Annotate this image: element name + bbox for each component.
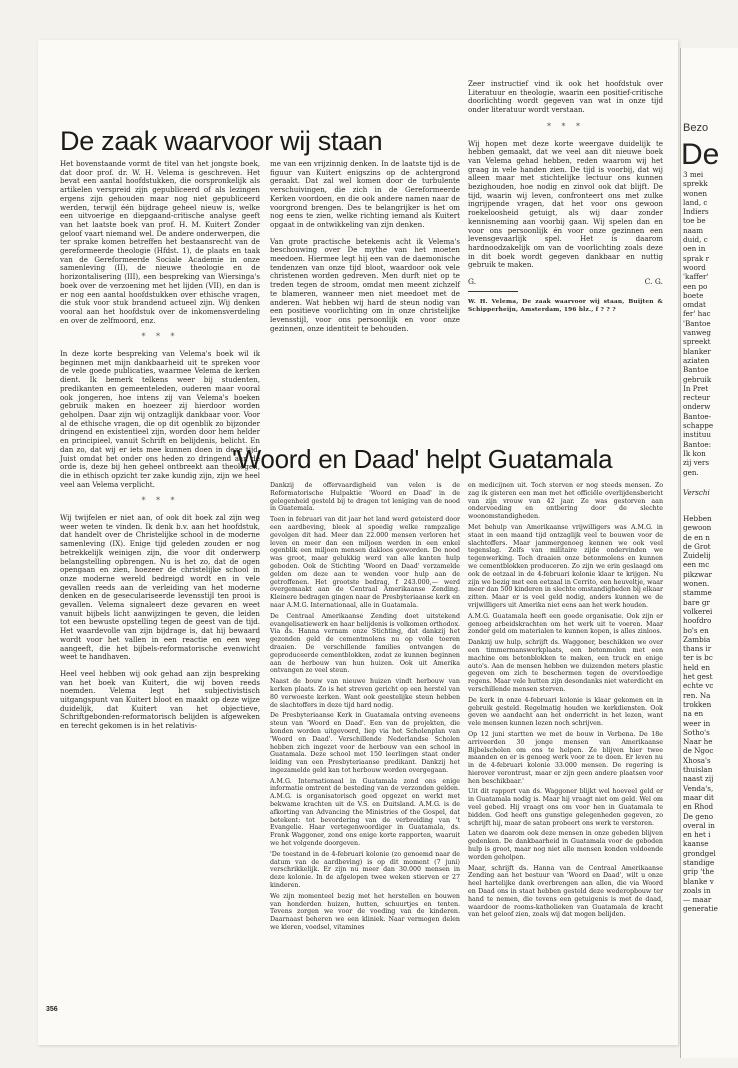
paragraph: Wij twijfelen er niet aan, of ook dit boek zal zijn weg weer weten te vinden. Ik denk b.v. aan het hoofdstuk, dat handelt over de Christelijke school in de moderne samenleving (IX). Enige tijd geleden zouden er nog betrekkelijk weinigen zijn, die voor dit onderwerp belangstelling opbrengen. Nu is het zo, dat de ogen opengaan en zien, hoezeer de christelijke school in onze moderne wereld bedreigd wordt en in vele gevallen reeds aan de verleiding van het moderne denken en de geseculariseerde levensstijl ten prooi is gevallen. Velema signaleert deze gevaren en weet vanuit bijbels licht aanwijzingen te geven, die leiden tot een bewuste opstelling tegen de geest van de tijd. Het waardevolle van zijn bijdrage is, dat hij bewaard wordt voor het vallen in een reactie en een weg aangeeft, die het bijbels-reformatorische evenwicht weet te handhaven. <box>60 513 260 662</box>
magazine-page <box>38 40 678 1045</box>
next-page-line: Bantoe- <box>683 411 712 421</box>
divider <box>468 291 518 292</box>
paragraph: Toen in februari van dit jaar het land werd geteisterd door een aardbeving, bleek al spoedig welke rampzalige gevolgen dit had. Meer dan 22.000 mensen verloren het leven en meer dan een miljoen werden in een enkel ogenblik een miljoen mensen dakloos geworden. De nood was groot, maar gelukkig werd van alle kanten hulp geboden. Ook de Stichting 'Woord en Daad' verzamelde gelden om deze aan te wenden voor hulp aan de getroffenen. Het grootste bedrag, f 243.000,— werd overgemaakt aan de Centraal Amerikaanse Zending. Kleinere bedragen gingen naar de Presbyteriaanse kerk en naar A.M.G. Internationaal, alle in Guatamala. <box>270 516 460 609</box>
paragraph: Met behulp van Amerikaanse vrijwilligers was A.M.G. in staat in een maand tijd ontzaglijk veel te bouwen voor de slachtoffers. Maar jammergenoeg kennen we ook veel tegenslag. Zelfs van militaire zijde ondervinden we tegenwerking. Toch draaien onze betonmolens en kunnen we cementblokken produceren. Zo zijn we erin geslaagd om ook de eetzaal in de 4-februari kolonie klaar te krijgen. Nu zijn we bezig met een eetzaal in Cerrito, een heuveltje, waar meer dan 500 kinderen in slechte omstandigheden bij elkaar zitten. Maar er is veel geld nodig, anders kunnen we de vrijwilligers uit Amerika niet eens aan het werk houden. <box>468 523 663 609</box>
next-page-edge <box>680 48 738 1058</box>
next-page-line: Indiers <box>683 207 709 217</box>
next-page-line: Bantoe <box>683 365 709 375</box>
paragraph: De Centraal Amerikaanse Zending doet uitstekend evangelisatiewerk en haar belijdenis is volkomen orthodox. Via ds. Hanna vernam onze Stichting, dat dankzij het gezonden geld de cementmolens nu op volle toeren draaien. De verschillende families ontvangen de geproduceerde cementblokken, zodat ze kunnen beginnen aan de herbouw van hun huizen. Ook uit Amerika ontvangen ze veel steun. <box>270 612 460 675</box>
next-page-line: spreekt <box>683 337 711 347</box>
signature <box>468 278 663 287</box>
next-page-line: instituu <box>683 430 711 440</box>
next-page-line: een mc <box>683 560 710 570</box>
paragraph: Laten we daarom ook deze mensen in onze gebeden blijven gedenken. De dankbaarheid in Guatamala voor de geboden hulp is groot, maar nog niet alle mensen konden voldoende worden geholpen. <box>468 830 663 861</box>
next-page-line: zij vers <box>683 458 710 468</box>
article-2-title: 'Woord en Daad' helpt Guatamala <box>232 444 613 474</box>
section-separator: * * * <box>546 121 585 131</box>
next-page-line: stamme <box>683 588 712 598</box>
article-title: De zaak waarvoor wij staan <box>60 126 383 156</box>
paragraph: Heel veel hebben wij ook gehad aan zijn bespreking van het boek van Kuitert, die wij boven reeds noemden. Velema legt het subjectivistisch uitgangspunt van Kuitert bloot en maakt op deze wijze duidelijk, dat Kuitert van het objectieve, Schriftgebonden-reformatorisch belijden is afgeweken en terecht gekomen is in het relativis- <box>60 668 260 731</box>
next-page-line: Ik kon <box>683 448 706 458</box>
next-page-line: aziaten <box>683 355 710 365</box>
next-page-header: Bezo <box>683 122 709 134</box>
next-page-line: zoals in <box>683 885 711 895</box>
next-page-line: Venda's, <box>683 783 714 793</box>
next-page-line: hoofdro <box>683 616 712 626</box>
paragraph: Zeer instructief vind ik ook het hoofdstuk over Literatuur en theologie, waarin een positief-critische doorlichting wordt gegeven van wat in onze tijd onder literatuur wordt verstaan. <box>468 79 663 115</box>
next-page-line: Naar he <box>683 737 713 747</box>
next-page-line: echte vc <box>683 681 714 691</box>
next-page-line: duid, c <box>683 235 708 245</box>
next-page-text-2 <box>683 514 738 914</box>
next-page-line: land, c <box>683 197 708 207</box>
next-page-line: de en n <box>683 532 710 542</box>
section-separator: * * * <box>141 496 179 506</box>
next-page-line: 3 mei <box>683 170 704 179</box>
paragraph: Wij hopen met deze korte weergave duidelijk te hebben gemaakt, dat we veel aan dit nieuwe boek van Velema gehad hebben, reden waarom wij het graag in vele handen zien. De tijd is voorbij, dat wij alleen maar met stichtelijke lectuur ons kunnen bezighouden, hoe nodig en zinvol ook dat blijft. De tijd, waarin wij leven, confronteert ons met zulke ingrijpende vragen, dat het voor ons gewoon roekeloosheid getuigt, als wij daar zonder kennisneming aan voorbij gaan. Wij spelen dan en voor ons persoonlijk én voor onze gezinnen een levensgevaarlijk spel. Het is daarom hardnoodzakelijk om van de voorlichting zoals deze in dit boek wordt gegeven dankbaar en nuttig gebruik te maken. <box>468 138 663 270</box>
paragraph: Uit dit rapport van ds. Waggoner blijkt wel hoeveel geld er in Guatamala nodig is. Maar hij vraagt niet om geld. Wel om veel gebed. Hij vraagt ons om voor hen in Guatamala te bidden. God heeft ons gunstige gelegenheden gegeven, zo schrijft hij, maar de satan probeert ons werk te verstoren. <box>468 788 663 827</box>
next-page-line: sprak r <box>683 253 710 263</box>
next-page-line: gewoon <box>683 523 712 533</box>
next-page-line: maar dit <box>683 792 714 802</box>
next-page-subheading: Verschi <box>683 488 710 497</box>
next-page-line: pikzwar <box>683 569 712 579</box>
next-page-line: naast zij <box>683 774 714 784</box>
next-page-line: naam <box>683 225 704 235</box>
next-page-line: sprekk <box>683 179 708 189</box>
next-page-line: het gest <box>683 672 713 682</box>
next-page-line: gen. <box>683 467 699 477</box>
article-column-3 <box>468 80 663 314</box>
next-page-line: 'Bantoe <box>683 318 711 328</box>
paragraph: De Presbyteriaanse Kerk in Guatamala ontving eveneens steun van 'Woord en Daad'. Een van de projekten, die konden worden uitgevoerd, liep via het Scholenplan van 'Woord en Daad'. Verschillende Nederlandse Scholen hebben zich ingezet voor de herbouw van een school in Guatamala. Deze school met 150 leerlingen staat onder leiding van een Presbyteriaanse predikant. Dankzij het ingezamelde geld kan tot herbouw worden overgegaan. <box>270 712 460 774</box>
paragraph: A.M.G. Internationaal in Guatamala zond ons enige informatie omtrent de besteding van de verzonden gelden. A.M.G. is organisatorisch goed opgezet en werkt met bekwame krachten uit de V.S. en Duitsland. A.M.G. is de afkorting van Advancing the Ministries of the Gospel, dat betekent: tot bevordering van de verbreiding van 't Evangelie. Haar vertegenwoordiger in Guatamala, ds. Frank Waggoner, zond ons enige korte rapporten, waaruit we het volgende doorgeven. <box>270 777 460 848</box>
next-page-line: held en <box>683 662 710 672</box>
next-page-line: vanweg <box>683 328 711 338</box>
paragraph: 'De toestand in de 4-februari kolonie (zo genoemd naar de datum van de aardbeving) is op dit moment (7 juni) verschrikkelijk. Er zijn nu meer dan 30.000 mensen in deze kolonie. In de afgelopen twee weken stierven er 27 kinderen. <box>270 850 460 890</box>
next-page-line: woord <box>683 262 706 272</box>
next-page-line: gebruik <box>683 374 712 384</box>
next-page-line: overal in <box>683 820 715 830</box>
page-number: 356 <box>46 1006 58 1013</box>
next-page-line: thans ir <box>683 644 712 654</box>
next-page-line: toe be <box>683 216 706 226</box>
next-page-line: Bantoe: <box>683 439 712 449</box>
signature-right: C. G. <box>644 277 663 287</box>
next-page-line: Xhosa's <box>683 755 711 765</box>
paragraph: Van grote practische betekenis acht ik Velema's beschouwing over De mythe van het moeten meedoen. Hiermee legt hij een van de daemonische tendenzen van onze tijd bloot, waardoor ook vele christenen worden gedreven. Men durft niet op te treden tegen de stroom, omdat men meent zichzelf te blameren, wanneer men niet meedoet met de anderen. Wat hebben wij hard de steun nodig van een positieve voorlichting om in onze christelijke levensstijl, voor ons persoonlijk en voor onze gezinnen, onze identiteit te behouden. <box>270 236 460 333</box>
next-page-line: de Grot <box>683 541 711 551</box>
signature-left: G. <box>468 277 477 287</box>
article-2-column-a <box>270 482 460 935</box>
next-page-line: Sotho's <box>683 727 710 737</box>
next-page-line: grondgel <box>683 848 716 858</box>
next-page-line: In Pret <box>683 383 709 393</box>
paragraph: Het bovenstaande vormt de titel van het jongste boek, dat door prof. dr. W. H. Velema is geschreven. Het bevat een aantal hoofdstukken, die oorspronkelijk als artikelen verspreid zijn gepubliceerd of als lezingen ergens zijn gehouden maar nog niet gepubliceerd werden, terwijl één bijdrage geheel nieuw is, welke een uitvoerige en diepgaand-critische analyse geeft van het laatste boek van prof. H. M. Kuitert Zonder geloof vaart niemand wel. De andere onderwerpen, die ter sprake komen betreffen het bestaansrecht van de gereformeerde theologie (Hfdst. 1), de plaats en taak van de Gereformeerde Sociale Academie in onze samenleving (II), de nieuwe theologie en de horizontalisering (III), een bespreking van Wiersinga's boek over de verzoening met het lijden (VII), en dan is er nog een aantal hoofdstukken over ethische vragen, die stuk voor stuk brandend actueel zijn. Wij denken vooral aan het hoofdstuk over de inkomensverdeling en over de zelfmoord, enz. <box>60 159 260 325</box>
next-page-line: thuislan <box>683 765 713 775</box>
next-page-line: en Rhod <box>683 802 714 812</box>
paragraph: Dankzij uw hulp, schrijft ds. Waggoner, beschikken we over een timmermanswerkplaats, een betonmolen met een machine om betonblokken te maken, een truck en enige auto's. Aan de mensen hebben we duizenden meters plastic gegeven om zich te beschermen tegen de overvloedige regens. Maar vele hutten zijn desondanks niet waterdicht en verschillende mensen sterven. <box>468 639 663 693</box>
next-page-line: fer' hac <box>683 309 711 319</box>
next-page-line: schappe <box>683 421 714 431</box>
next-page-line: oen in <box>683 244 706 254</box>
next-page-line: De geno <box>683 811 714 821</box>
paragraph: We zijn momenteel bezig met het herstellen en bouwen van honderden huizen, hutten, schuurtjes en tenten. Tevens zorgen we voor de voeding van de kinderen. Daarnaast beheren we een kliniek. Naar vermogen delen we kleren, voedsel, vitamines <box>270 892 460 932</box>
paragraph: me van een vrijzinnig denken. In de laatste tijd is de figuur van Kuitert enigszins op de achtergrond geraakt. Dat zal wel komen door de turbulente verschuivingen, die zich in de Gereformeerde Kerken voordoen, en die ook andere namen naar de voorgrond brengen. Des te belangrijker is het om nog eens te zien, welke richting iemand als Kuitert opgaat in de ontwikkeling van zijn denken. <box>270 159 460 229</box>
article-column-1 <box>60 160 260 739</box>
next-page-line: standige <box>683 857 715 867</box>
next-page-line: — maar <box>683 895 712 905</box>
next-page-line: volkerei <box>683 606 713 616</box>
next-page-line: 'kaffer' <box>683 272 709 282</box>
paragraph: Maar, schrijft ds. Hanna van de Centraal Amerikaanse Zending aan het bestuur van 'Woord en Daad', wilt u onze heel hartelijke dank overbrengen aan allen, die via Woord en Daad ons in staat hebben gesteld deze wederopbouw ter hand te nemen, die tevens een getuigenis is met de daad, waardoor de rooms-katholieken van Guatamala de kracht van het geloof zien, zoals wij dat mogen belijden. <box>468 864 663 919</box>
next-page-line: onderw <box>683 402 711 412</box>
next-page-line: en het i <box>683 830 711 840</box>
paragraph: en medicijnen uit. Toch sterven er nog steeds mensen. Zo zag ik gisteren een man met het officiële overlijdensbericht van zijn vrouw van 42 jaar. Ze was gestorven aan ondervoeding en ontbering door de slechte woonomstandigheden. <box>468 482 663 521</box>
next-page-line: blanker <box>683 346 711 356</box>
next-page-line: ren. Na <box>683 690 711 700</box>
paragraph: In deze korte bespreking van Velema's boek wil ik beginnen met mijn dankbaarheid uit te spreken voor de vele goede publicaties, waarmee Velema de kerken dient. Ik bemerk telkens weer bij studenten, predikanten en gemeenteleden, ouderen maar vooral ook jongeren, hoe intens zij van Velema's boeken gebruik maken en hoezeer zij hierdoor worden geholpen. Daar zijn wij ontzaglijk dankbaar voor. Voor al de ethische vragen, die op dit ogenblik zo bijzonder dringend en existentieel zijn, worden door hem helder en principieel, vanuit Schrift en belijdenis, belicht. En dan zo, dat wij er iets mee kunnen doen in deze tijd. Juist omdat het onder ons heden zo dringend aan de orde is, deze bij hen geheel ontbreekt aan theologen, die in ethisch opzicht ter zake kundig zijn, zijn we heel veel aan Velema verplicht. <box>60 349 260 489</box>
next-page-line: bo's en <box>683 625 709 635</box>
next-page-line: na en <box>683 709 704 719</box>
paragraph: Op 12 juni startten we met de bouw in Verbena. De 18e arriveerden 30 jonge mensen van Amerikaanse Bijbelscholen om ons te helpen. Ze blijven hier twee maanden en er is genoeg werk voor ze te doen. Er leven nu in de 4-februari kolonie 33.000 mensen. De regering is hierover verontrust, maar er zijn geen andere plaatsen voor hen beschikbaar.' <box>468 730 663 785</box>
next-page-line: ter is bc <box>683 653 713 663</box>
paragraph: Naast de bouw van nieuwe huizen vindt herbouw van kerken plaats. Zo is het streven gericht op een herstel van 80 verwoeste kerken. Want ook geestelijke steun hebben de slachtoffers in deze tijd hard nodig. <box>270 678 460 709</box>
next-page-line: generatie <box>683 904 718 914</box>
article-2-column-b <box>468 482 663 922</box>
next-page-line: grip 'the <box>683 867 714 877</box>
paragraph: De kerk in onze 4-februari kolonie is klaar gekomen en in gebruik gesteld. Regelmatig houden we kerkdiensten. Ook geven we aandacht aan het onderricht in het lezen, want vele mensen kunnen lezen noch schrijven. <box>468 696 663 728</box>
next-page-line: weer in <box>683 718 711 728</box>
next-page-line: wonen <box>683 188 707 198</box>
next-page-line: wonen. <box>683 579 710 589</box>
next-page-line: boete <box>683 290 704 300</box>
paragraph: Dankzij de offervaardigheid van velen is de Reformatorische Hulpaktie 'Woord en Daad' in de gelegenheid gesteld bij te dragen tot leniging van de nood in Guatemala. <box>270 482 460 513</box>
next-page-line: de Ngoc <box>683 746 714 756</box>
next-page-text-1 <box>683 170 738 477</box>
next-page-line: recteur <box>683 393 710 403</box>
paragraph: A.M.G. Guatamala heeft een goede organisatie. Ook zijn er genoeg arbeidskrachten om het werk uit te voeren. Maar zonder geld om materialen te kunnen kopen, is alles zinloos. <box>468 612 663 636</box>
next-page-line: kaanse <box>683 839 709 849</box>
section-separator: * * * <box>141 332 179 342</box>
next-page-line: trokken <box>683 699 712 709</box>
next-page-line: een po <box>683 281 708 291</box>
next-page-title: De <box>681 138 720 171</box>
next-page-line: Zuidelij <box>683 551 711 561</box>
next-page-line: blanke v <box>683 876 714 886</box>
next-page-line: Hebben <box>683 514 712 523</box>
next-page-line: Zambia <box>683 634 711 644</box>
article-column-2 <box>270 160 460 341</box>
next-page-line: bare gr <box>683 597 710 607</box>
next-page-line: omdat <box>683 300 706 310</box>
book-byline: W. H. Velema, De zaak waarvoor wij staan, Buijten & Schipperheijn, Amsterdam, 196 blz., f ? ? ? <box>468 298 663 313</box>
